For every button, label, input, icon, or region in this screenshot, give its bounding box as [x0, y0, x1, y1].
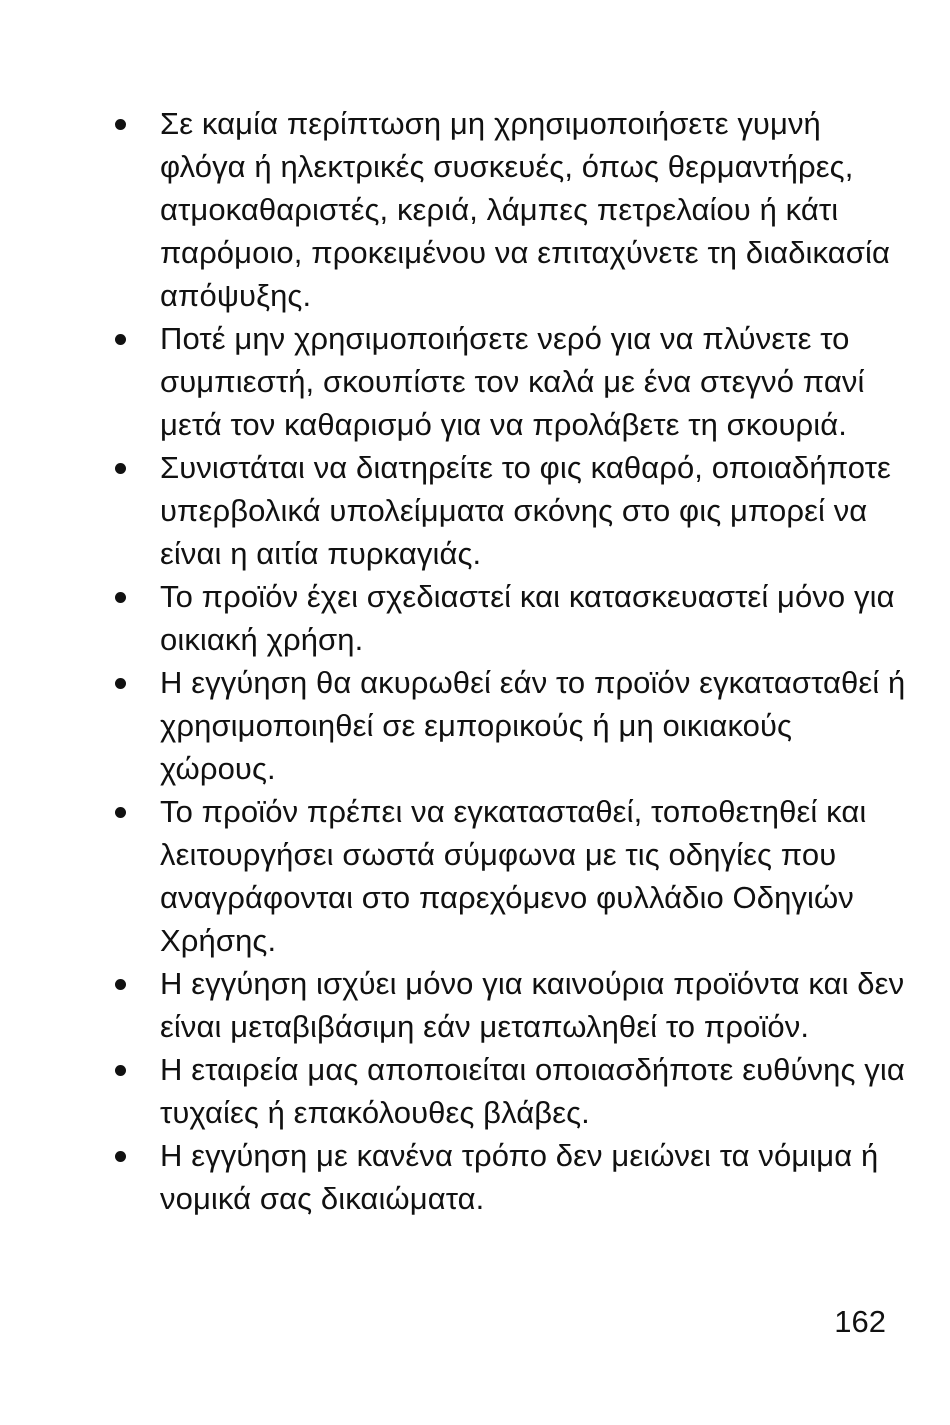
bullet-list: [0, 102, 950, 1220]
bullet-point-icon: [115, 334, 126, 345]
bullet-text: Η εγγύηση θα ακυρωθεί εάν το προϊόν εγκατασταθεί ή χρησιμοποιηθεί σε εμπορικούς ή μη οικιακούς χώρους.: [160, 665, 906, 786]
bullet-point-icon: [115, 807, 126, 818]
bullet-text: Η εταιρεία μας αποποιείται οποιασδήποτε ευθύνης για τυχαίες ή επακόλουθες βλάβες.: [160, 1052, 905, 1130]
bullet-point-icon: [115, 678, 126, 689]
bullet-text: Ποτέ μην χρησιμοποιήσετε νερό για να πλύνετε το συμπιεστή, σκουπίστε τον καλά με ένα στεγνό πανί μετά τον καθαρισμό για να προλάβετε τη σκουριά.: [160, 321, 865, 442]
bullet-text: Συνιστάται να διατηρείτε το φις καθαρό, οποιαδήποτε υπερβολικά υπολείμματα σκόνης στο φις μπορεί να είναι η αιτία πυρκαγιάς.: [160, 450, 891, 571]
bullet-item-9: [0, 1134, 950, 1220]
bullet-point-icon: [115, 463, 126, 474]
bullet-item-6: [0, 790, 950, 962]
bullet-text: Το προϊόν έχει σχεδιαστεί και κατασκευαστεί μόνο για οικιακή χρήση.: [160, 579, 895, 657]
bullet-item-7: [0, 962, 950, 1048]
bullet-point-icon: [115, 592, 126, 603]
bullet-point-icon: [115, 1065, 126, 1076]
page-number: 162: [834, 1304, 886, 1339]
bullet-point-icon: [115, 979, 126, 990]
bullet-text: Το προϊόν πρέπει να εγκατασταθεί, τοποθετηθεί και λειτουργήσει σωστά σύμφωνα με τις οδηγίες που αναγράφονται στο παρεχόμενο φυλλάδιο Οδηγιών Χρήσης.: [160, 794, 867, 958]
bullet-item-8: [0, 1048, 950, 1134]
bullet-point-icon: [115, 119, 126, 130]
bullet-item-3: [0, 446, 950, 575]
bullet-text: Η εγγύηση με κανένα τρόπο δεν μειώνει τα νόμιμα ή νομικά σας δικαιώματα.: [160, 1138, 879, 1216]
bullet-item-5: [0, 661, 950, 790]
bullet-text: Σε καμία περίπτωση μη χρησιμοποιήσετε γυμνή φλόγα ή ηλεκτρικές συσκευές, όπως θερμαντήρες, ατμοκαθαριστές, κεριά, λάμπες πετρελαίου ή κάτι παρόμοιο, προκειμένου να επιταχύνετε τη διαδικασία απόψυξης.: [160, 106, 891, 313]
bullet-item-4: [0, 575, 950, 661]
bullet-item-2: [0, 317, 950, 446]
bullet-point-icon: [115, 1151, 126, 1162]
bullet-item-1: [0, 102, 950, 317]
bullet-text: Η εγγύηση ισχύει μόνο για καινούρια προϊόντα και δεν είναι μεταβιβάσιμη εάν μεταπωληθεί το προϊόν.: [160, 966, 905, 1044]
